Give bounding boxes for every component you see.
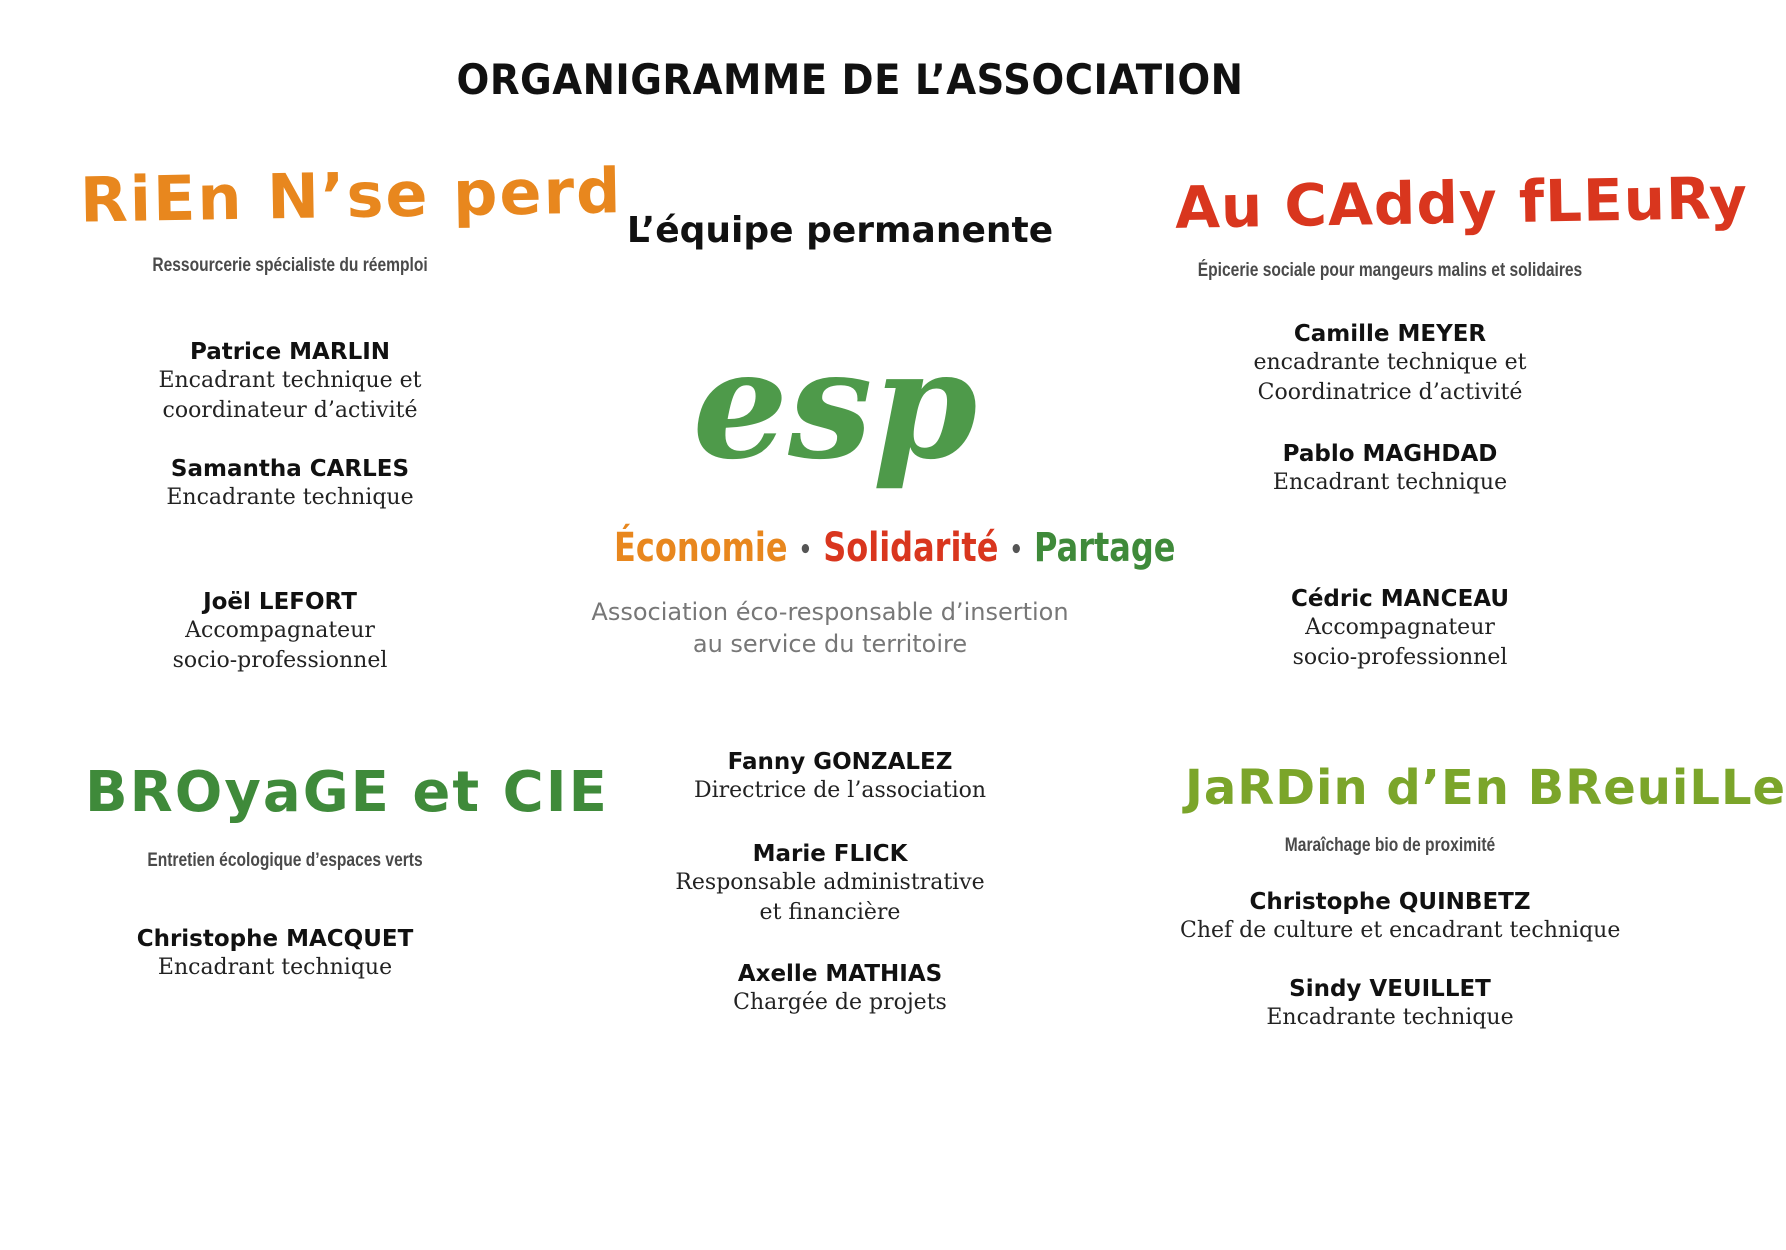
section-subtitle: L’équipe permanente [626, 210, 1054, 251]
staff-role: socio-professionnel [172, 648, 388, 673]
staff-card [130, 455, 450, 513]
jardin-den-breuille-tagline: Maraîchage bio de proximité [1284, 835, 1496, 856]
staff-card [1220, 440, 1560, 498]
staff-card [1180, 888, 1621, 946]
staff-role: socio-professionnel [1292, 645, 1508, 670]
staff-name: Cédric MANCEAU [1290, 586, 1510, 612]
motto-dot: • [1009, 535, 1023, 565]
staff-card [130, 338, 450, 426]
staff-card [110, 925, 440, 983]
staff-name: Samantha CARLES [170, 456, 410, 482]
staff-name: Christophe QUINBETZ [1249, 889, 1531, 915]
esp-logo: esp [692, 317, 978, 493]
staff-role: Directrice de l’association [693, 778, 987, 803]
motto-economie: Économie [614, 525, 788, 571]
au-caddy-fleury-tagline: Épicerie sociale pour mangeurs malins et solidaires [1197, 260, 1583, 281]
esp-description-line: Association éco-responsable d’insertion [591, 598, 1069, 626]
staff-role: Encadrant technique [157, 955, 393, 980]
staff-card [650, 840, 1010, 928]
staff-role: Chargée de projets [733, 990, 947, 1015]
staff-name: Fanny GONZALEZ [727, 749, 953, 775]
esp-motto [614, 525, 1176, 571]
staff-name: Camille MEYER [1293, 321, 1487, 347]
staff-name: Joël LEFORT [203, 589, 357, 615]
broyage-et-cie-tagline: Entretien écologique d’espaces verts [147, 850, 423, 871]
staff-card [1230, 585, 1570, 673]
staff-role: Encadrant technique [1272, 470, 1508, 495]
staff-role: Chef de culture et encadrant technique [1180, 918, 1621, 943]
staff-role: Coordinatrice d’activité [1257, 380, 1523, 405]
staff-role: Accompagnateur [1305, 615, 1495, 640]
motto-solidarite: Solidarité [823, 525, 999, 571]
au-caddy-fleury-logo: Au CAddy fLEuRy [1174, 163, 1749, 242]
staff-role: Encadrante technique [166, 485, 414, 510]
staff-role: et financière [759, 900, 901, 925]
motto-dot: • [798, 535, 813, 565]
staff-role: Accompagnateur [185, 618, 375, 643]
staff-role: Encadrant technique et [158, 368, 422, 393]
staff-name: Patrice MARLIN [189, 339, 391, 365]
staff-card [1200, 975, 1580, 1033]
rien-nse-perd-logo: RiEn N’se perd [79, 154, 624, 237]
jardin-den-breuille-logo: JaRDin d’En BReuiLLe [1185, 760, 1786, 816]
staff-role: Responsable administrative [675, 870, 985, 895]
esp-description-line: au service du territoire [692, 630, 968, 658]
staff-name: Marie FLICK [752, 841, 908, 867]
staff-name: Sindy VEUILLET [1289, 976, 1491, 1002]
staff-role: encadrante technique et [1253, 350, 1527, 375]
staff-name: Pablo MAGHDAD [1282, 441, 1498, 467]
staff-role: Encadrante technique [1266, 1005, 1514, 1030]
staff-card [120, 588, 440, 676]
staff-name: Christophe MACQUET [136, 926, 414, 952]
broyage-et-cie-logo: BROyaGE et CIE [85, 760, 609, 825]
page-title: ORGANIGRAMME DE L’ASSOCIATION [456, 55, 1244, 104]
staff-role: coordinateur d’activité [162, 398, 418, 423]
motto-partage: Partage [1034, 525, 1176, 571]
esp-description [560, 596, 1100, 660]
staff-card [660, 960, 1020, 1018]
staff-card [1220, 320, 1560, 408]
staff-card [660, 748, 1020, 806]
staff-name: Axelle MATHIAS [737, 961, 943, 987]
rien-nse-perd-tagline: Ressourcerie spécialiste du réemploi [152, 255, 428, 276]
